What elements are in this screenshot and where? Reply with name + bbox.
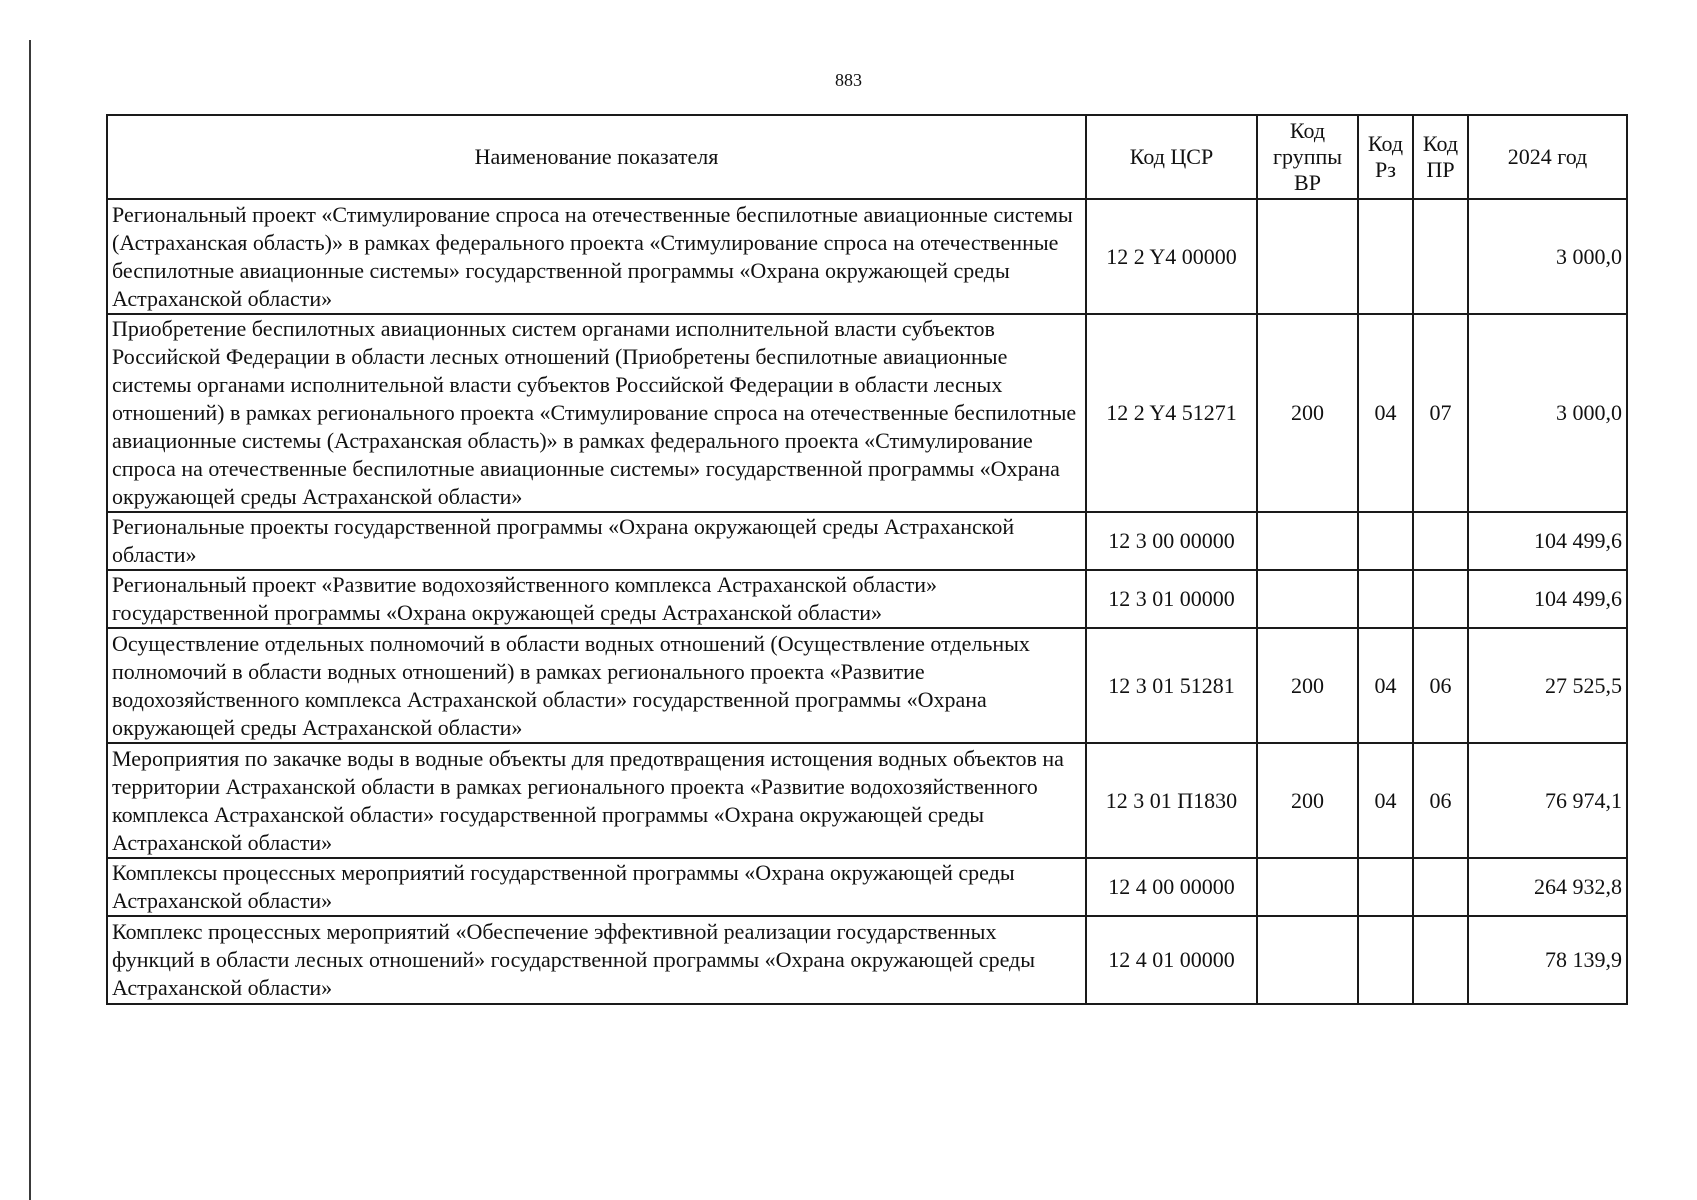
row-name: Комплекс процессных мероприятий «Обеспечение эффективной реализации государственных функций в области лесных отношений» государственной программы «Охрана окружающей среды Астраханской области»: [107, 916, 1086, 1004]
row-vr-code: [1257, 916, 1358, 1004]
row-pr-code: [1413, 858, 1468, 916]
table-row: [107, 743, 1627, 858]
table-row: [107, 512, 1627, 570]
header-rz-code: Код Рз: [1358, 115, 1413, 199]
row-csr-code: 12 3 01 51281: [1086, 628, 1257, 743]
row-rz-code: [1358, 916, 1413, 1004]
header-vr-code: Код группы ВР: [1257, 115, 1358, 199]
row-amount: 104 499,6: [1468, 570, 1627, 628]
row-rz-code: [1358, 858, 1413, 916]
row-vr-code: 200: [1257, 743, 1358, 858]
row-vr-code: [1257, 858, 1358, 916]
table-row: [107, 628, 1627, 743]
row-name: Комплексы процессных мероприятий государственной программы «Охрана окружающей среды Астраханской области»: [107, 858, 1086, 916]
header-csr-code: Код ЦСР: [1086, 115, 1257, 199]
row-pr-code: 06: [1413, 743, 1468, 858]
row-name: Осуществление отдельных полномочий в области водных отношений (Осуществление отдельных полномочий в области водных отношений) в рамках регионального проекта «Развитие водохозяйственного комплекса Астраханской области» государственной программы «Охрана окружающей среды Астраханской области»: [107, 628, 1086, 743]
row-rz-code: 04: [1358, 743, 1413, 858]
row-csr-code: 12 4 01 00000: [1086, 916, 1257, 1004]
row-rz-code: [1358, 199, 1413, 314]
scan-margin-line: [29, 40, 31, 1200]
row-pr-code: 06: [1413, 628, 1468, 743]
row-rz-code: 04: [1358, 628, 1413, 743]
row-name: Региональный проект «Стимулирование спроса на отечественные беспилотные авиационные системы (Астраханская область)» в рамках федерального проекта «Стимулирование спроса на отечественные беспилотные авиационные системы» государственной программы «Охрана окружающей среды Астраханской области»: [107, 199, 1086, 314]
row-name: Мероприятия по закачке воды в водные объекты для предотвращения истощения водных объектов на территории Астраханской области в рамках регионального проекта «Развитие водохозяйственного комплекса Астраханской области» государственной программы «Охрана окружающей среды Астраханской области»: [107, 743, 1086, 858]
row-vr-code: [1257, 512, 1358, 570]
row-pr-code: [1413, 199, 1468, 314]
row-csr-code: 12 3 01 П1830: [1086, 743, 1257, 858]
row-csr-code: 12 4 00 00000: [1086, 858, 1257, 916]
row-csr-code: 12 2 Y4 00000: [1086, 199, 1257, 314]
row-pr-code: 07: [1413, 314, 1468, 512]
row-name: Приобретение беспилотных авиационных систем органами исполнительной власти субъектов Российской Федерации в области лесных отношений (Приобретены беспилотные авиационные системы органами исполнительной власти субъектов Российской Федерации в области лесных отношений) в рамках регионального проекта «Стимулирование спроса на отечественные беспилотные авиационные системы (Астраханская область)» в рамках федерального проекта «Стимулирование спроса на отечественные беспилотные авиационные системы» государственной программы «Охрана окружающей среды Астраханской области»: [107, 314, 1086, 512]
row-amount: 78 139,9: [1468, 916, 1627, 1004]
row-pr-code: [1413, 916, 1468, 1004]
row-name: Региональный проект «Развитие водохозяйственного комплекса Астраханской области» государственной программы «Охрана окружающей среды Астраханской области»: [107, 570, 1086, 628]
row-amount: 27 525,5: [1468, 628, 1627, 743]
table-row: [107, 199, 1627, 314]
row-rz-code: [1358, 512, 1413, 570]
row-name: Региональные проекты государственной программы «Охрана окружающей среды Астраханской области»: [107, 512, 1086, 570]
row-rz-code: [1358, 570, 1413, 628]
row-vr-code: [1257, 199, 1358, 314]
row-vr-code: [1257, 570, 1358, 628]
table-header-row: [107, 115, 1627, 199]
row-amount: 104 499,6: [1468, 512, 1627, 570]
table-row: [107, 916, 1627, 1004]
row-amount: 76 974,1: [1468, 743, 1627, 858]
row-csr-code: 12 3 01 00000: [1086, 570, 1257, 628]
header-year: 2024 год: [1468, 115, 1627, 199]
row-vr-code: 200: [1257, 314, 1358, 512]
budget-table: [106, 114, 1628, 1005]
header-pr-code: Код ПР: [1413, 115, 1468, 199]
table-row: [107, 314, 1627, 512]
row-amount: 3 000,0: [1468, 199, 1627, 314]
table-row: [107, 570, 1627, 628]
table-row: [107, 858, 1627, 916]
row-pr-code: [1413, 570, 1468, 628]
row-amount: 3 000,0: [1468, 314, 1627, 512]
page-number: 883: [835, 70, 862, 90]
header-name: Наименование показателя: [107, 115, 1086, 199]
row-csr-code: 12 2 Y4 51271: [1086, 314, 1257, 512]
row-rz-code: 04: [1358, 314, 1413, 512]
row-pr-code: [1413, 512, 1468, 570]
row-amount: 264 932,8: [1468, 858, 1627, 916]
row-vr-code: 200: [1257, 628, 1358, 743]
row-csr-code: 12 3 00 00000: [1086, 512, 1257, 570]
